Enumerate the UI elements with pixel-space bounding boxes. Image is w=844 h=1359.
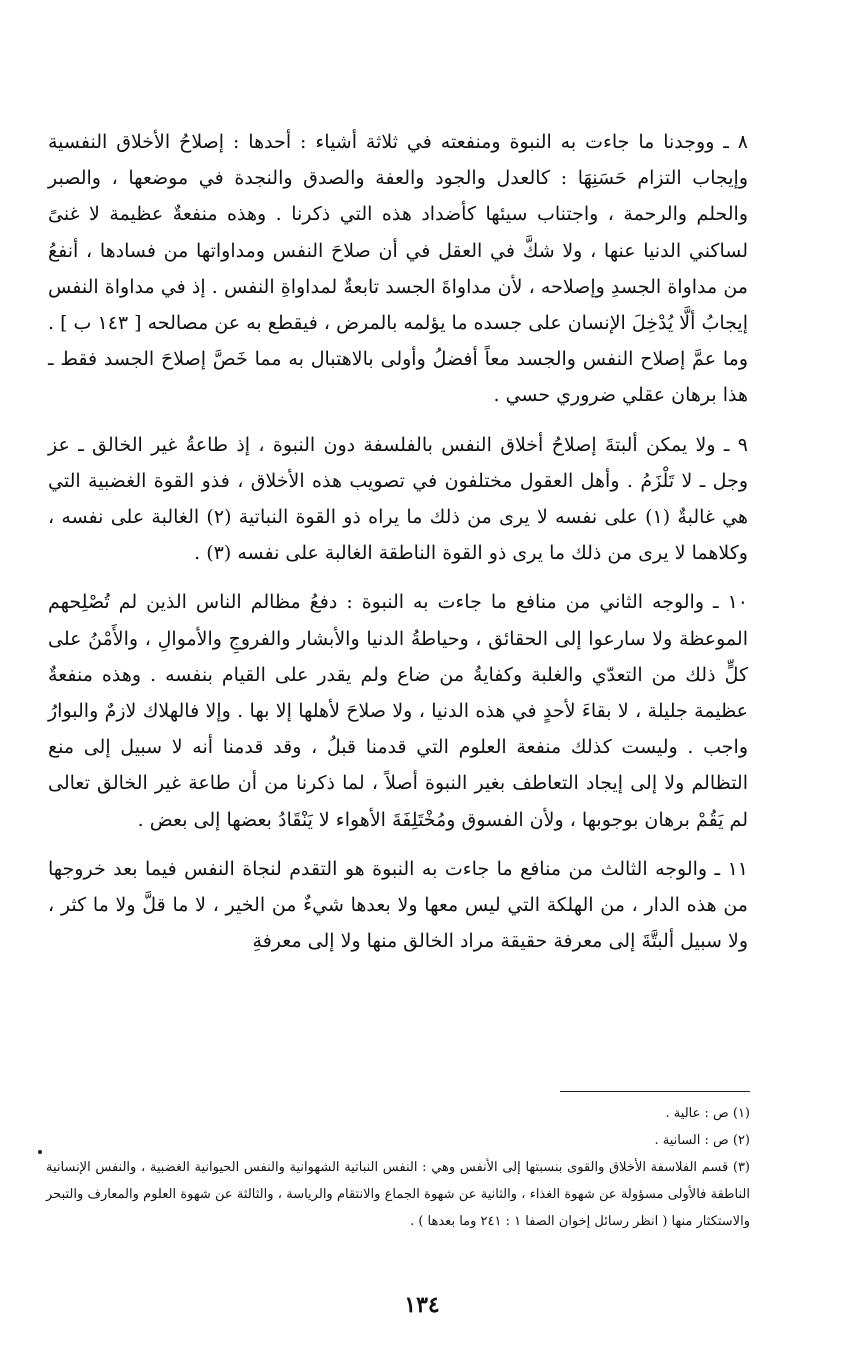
footnote-3: (٣) قسم الفلاسفة الأخلاق والقوى بنسبتها إلى الأنفس وهي : النفس النباتية الشهوانية والنفس الحيوانية الغضبية ، والنفس الإنسانية الناطقة فالأولى مسؤولة عن شهوة الغذاء ، والثانية عن شهوة الجماع والانتقام والرياسة ، والثالثة عن شهوة العلوم والمعارف والتبحر والاستكثار منها ( انظر رسائل إخوان الصفا ١ : ٢٤١ وما بعدها ) . [46,1160,750,1229]
footnotes [46,1100,750,1235]
page-number: ١٣٤ [404,1292,440,1318]
paragraph-10: ١٠ ـ والوجه الثاني من منافع ما جاءت به النبوة : دفعُ مظالم الناس الذين لم تُصْلِحهم الموعظة ولا سارعوا إلى الحقائق ، وحياطةُ الدنيا والأبشار والفروجِ والأموالِ ، والأَمْنُ على كلٍّ ذلك من التعدّي والغلبة وكفايةُ من ضاع ولم يقدر على القيام بنفسه . وهذه منفعةٌ عظيمة جليلة ، لا بقاءَ لأحدٍ في هذه الدنيا ، ولا صلاحَ لأهلها إلا بها . وإلا فالهلاك لازمٌ والبوارُ واجب . وليست كذلك منفعة العلوم التي قدمنا قبلُ ، وقد قدمنا أنه لا سبيل إلى منع التظالم ولا إلى إيجاد التعاطف بغير النبوة أصلاً ، لما ذكرنا من أن طاعة غير الخالق تعالى لم يَقُمْ برهان بوجوبها ، ولأن الفسوق ومُخْتَلِفَةَ الأهواء لا يَنْقَادُ بعضها إلى بعض . [48,591,748,831]
paragraph-9: ٩ ـ ولا يمكن ألبتةَ إصلاحُ أخلاق النفس بالفلسفة دون النبوة ، إذ طاعةُ غير الخالق ـ عز وجل ـ لا تَلْزَمُ . وأهل العقول مختلفون في تصويب هذه الأخلاق ، فذو القوة الغضبية التي هي غالبةٌ (١) على نفسه لا يرى من ذلك ما يراه ذو القوة النباتية (٢) الغالبة على نفسه ، وكلاهما لا يرى من ذلك ما يرى ذو القوة الناطقة الغالبة على نفسه (٣) . [48,433,748,565]
footnote-divider [560,1091,750,1092]
paragraph-8: ٨ ـ ووجدنا ما جاءت به النبوة ومنفعته في ثلاثة أشياء : أحدها : إصلاحُ الأخلاق النفسية وإيجاب التزام حَسَنِهَا : كالعدل والجود والعفة والصدق والنجدة في موضعها ، والصبر والحلم والرحمة ، واجتناب سيئها كأضداد هذه التي ذكرنا . وهذه منفعةٌ عظيمة لا غنىً لساكني الدنيا عنها ، ولا شكَّ في العقل في أن صلاحَ النفس ومداواتها من فسادها ، أنفعُ من مداواة الجسدِ وإصلاحه ، لأن مداواةَ الجسد تابعةٌ لمداواةِ النفس . إذ في مداواة النفس إيجابُ ألَّا يُدْخِلَ الإنسان على جسده ما يؤلمه بالمرض ، فيقطع به عن مصالحه [ ١٤٣ ب ] . وما عمَّ إصلاح النفس والجسد معاً أفضلُ وأولى بالاهتبال به مما خَصَّ إصلاحَ الجسد فقط ـ هذا برهان عقلي ضروري حسي . [48,131,748,407]
speck-mark [38,1150,42,1154]
main-text [48,124,748,972]
footnote-1: (١) ص : عالية . [665,1106,750,1121]
paragraph-11: ١١ ـ والوجه الثالث من منافع ما جاءت به النبوة هو التقدم لنجاة النفس فيما بعد خروجها من هذه الدار ، من الهلكة التي ليس معها ولا بعدها شيءٌ من الخير ، لا ما قلَّ ولا ما كثر ، ولا سبيل ألبتَّةَ إلى معرفة حقيقة مراد الخالق منها ولا إلى معرفةِ [48,857,748,953]
footnote-2: (٢) ص : السانية . [654,1133,750,1148]
